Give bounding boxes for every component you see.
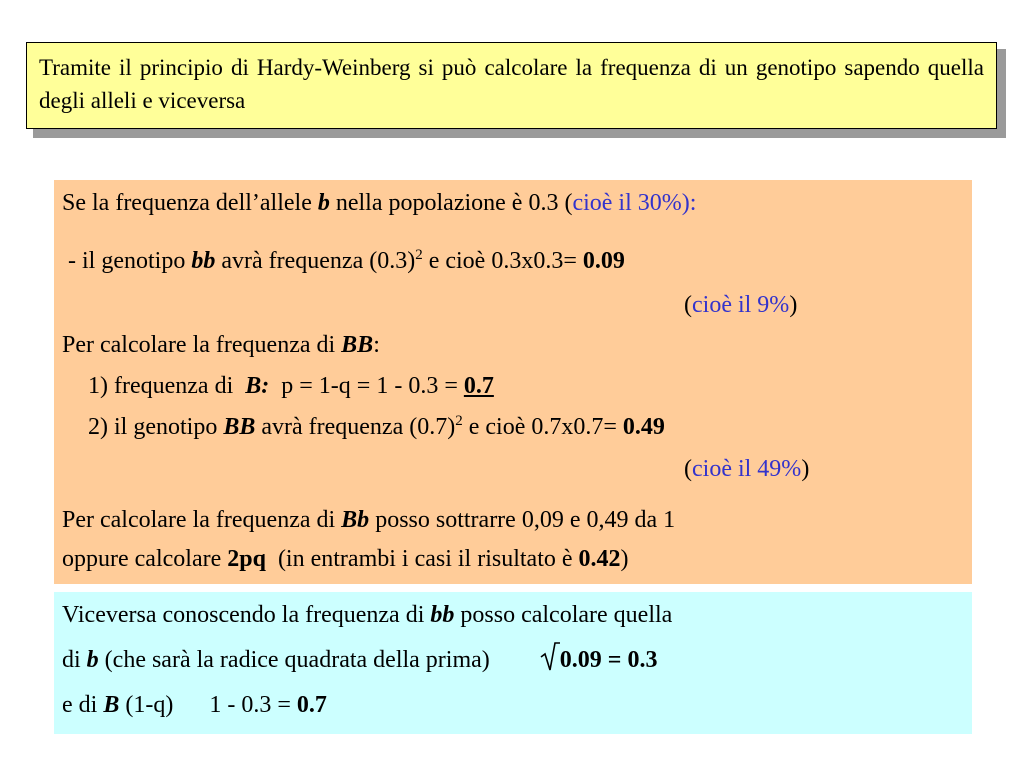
line-2pq-result: oppure calcolare 2pq (in entrambi i casi il risultato è 0.42) [62,546,629,572]
line-allele-frequency: Se la frequenza dell’allele b nella popolazione è 0.3 (cioè il 30%): [62,190,697,216]
line-allele-B: e di B (1-q) 1 - 0.3 = 0.7 [62,692,327,718]
title-box [26,42,997,129]
line-genotype-BB: 2) il genotipo BB avrà frequenza $(0.7)^2$ e cioè 0.7x0.7= 0.49 [88,413,665,440]
line-calc-Bb: Per calcolare la frequenza di Bb posso sottrarre 0,09 e 0,49 da 1 [62,507,676,533]
square-root-icon [540,645,560,671]
line-vice-versa: Viceversa conoscendo la frequenza di bb posso calcolare quella [62,602,673,628]
title-text: Tramite il principio di Hardy-Weinberg si può calcolare la frequenza di un genotipo sapendo quella degli alleli e viceversa [39,55,984,113]
inverse-calculation-box [54,592,972,734]
line-bb-percent: (cioè il 9%) [684,292,798,318]
hardy-weinberg-calculation-box [54,180,972,584]
line-frequency-B: 1) frequenza di B: p = 1-q = 1 - 0.3 = 0.7 [88,373,494,399]
line-square-root: di b (che sarà la radice quadrata della prima) 0.09 = 0.3 [62,645,657,674]
line-calc-BB-heading: Per calcolare la frequenza di BB: [62,332,380,358]
line-BB-percent: (cioè il 49%) [684,456,810,482]
line-genotype-bb: - il genotipo bb avrà frequenza $(0.3)^2$ e cioè 0.3x0.3= 0.09 [62,247,625,274]
